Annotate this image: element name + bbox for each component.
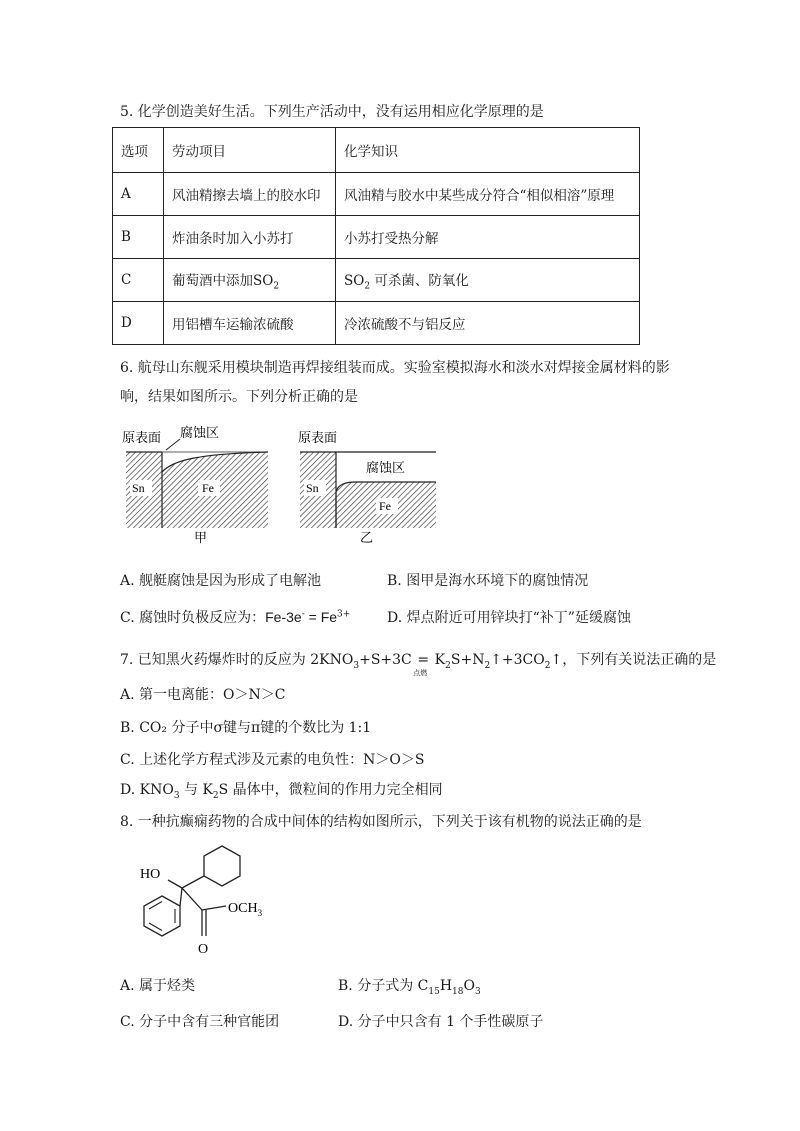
- table-header-row: [113, 128, 640, 173]
- stem-text: 7. 已知黑火药爆炸时的反应为 2KNO: [120, 652, 354, 668]
- subscript: 3: [474, 986, 481, 997]
- table-row: [113, 259, 640, 302]
- subscript: 2: [484, 660, 491, 671]
- cell-knowledge-formula: SO: [344, 272, 365, 289]
- reaction-arrow: [413, 652, 430, 677]
- methoxy-text: OCH: [228, 901, 258, 916]
- q8-stem: 8. 一种抗癫痫药物的合成中间体的结构如图所示，下列关于该有机物的说法正确的是: [120, 814, 642, 830]
- equals-sign: =: [417, 652, 430, 668]
- stem-text: ↑+3CO: [490, 652, 545, 668]
- cell-option: C: [113, 259, 164, 302]
- q7-option-c: C. 上述化学方程式涉及元素的电负性：N＞O＞S: [120, 752, 425, 768]
- figure-caption: 甲: [194, 531, 208, 544]
- cell-knowledge: [336, 259, 640, 302]
- col-header-task: 劳动项目: [164, 128, 336, 173]
- corrosion-label: 腐蚀区: [366, 461, 406, 476]
- stem-text: ↑，下列有关说法正确的是: [550, 652, 717, 668]
- cell-knowledge: 风油精与胶水中某些成分符合“相似相溶”原理: [336, 173, 640, 216]
- subscript: 2: [544, 660, 551, 671]
- option-text: C. 腐蚀时负极反应为：: [120, 610, 266, 626]
- hydroxyl-label: HO: [140, 867, 161, 882]
- q6-stem-line2: 响，结果如图所示。下列分析正确的是: [120, 389, 358, 405]
- surface-label: 原表面: [122, 431, 162, 446]
- option-text: S 晶体中，微粒间的作用力完全相同: [218, 782, 443, 798]
- superscript: -: [301, 609, 305, 620]
- stem-text: +S+3C: [359, 652, 412, 668]
- subscript: 2: [445, 660, 451, 671]
- q5-stem: 5. 化学创造美好生活。下列生产活动中，没有运用相应化学原理的是: [120, 104, 544, 120]
- fe-label: Fe: [202, 481, 214, 495]
- q6-option-a: A. 舰艇腐蚀是因为形成了电解池: [120, 573, 322, 589]
- q8-option-d: D. 分子中只含有 1 个手性碳原子: [338, 1014, 544, 1030]
- col-header-knowledge: 化学知识: [336, 128, 640, 173]
- q8-option-b: [338, 975, 481, 997]
- q6-stem-line1: 6. 航母山东舰采用模块制造再焊接组装而成。实验室模拟海水和淡水对焊接金属材料的影: [120, 360, 670, 376]
- cell-option: A: [113, 173, 164, 216]
- structure-formula: [118, 840, 288, 970]
- subscript: 3: [353, 660, 360, 671]
- subscript: 2: [212, 790, 219, 801]
- corrosion-label: 腐蚀区: [180, 426, 220, 441]
- methoxy-label: [228, 901, 263, 918]
- q5-table: [112, 127, 640, 345]
- q6-option-b: B. 图甲是海水环境下的腐蚀情况: [387, 573, 589, 589]
- cell-task: 用铝槽车运输浓硫酸: [164, 302, 336, 345]
- cell-knowledge: 小苏打受热分解: [336, 216, 640, 259]
- subscript: 18: [452, 986, 464, 997]
- q8-option-c: C. 分子中含有三种官能团: [120, 1014, 280, 1030]
- q7-option-b: B. CO₂ 分子中σ键与π键的个数比为 1:1: [120, 720, 372, 736]
- q6-option-d: D. 焊点附近可用锌块打“补丁”延缓腐蚀: [387, 610, 631, 626]
- option-text: 与 K: [179, 782, 213, 798]
- sn-label: Sn: [306, 481, 319, 495]
- cell-task: 炸油条时加入小苏打: [164, 216, 336, 259]
- cyclohexane-ring: [204, 846, 240, 886]
- option-text: D. KNO: [120, 782, 174, 798]
- superscript: 3+: [337, 609, 351, 620]
- q8-option-a: A. 属于烃类: [120, 978, 196, 994]
- equation: = Fe: [304, 609, 338, 625]
- subscript: 3: [173, 790, 180, 801]
- sn-label: Sn: [132, 481, 145, 495]
- cell-option: D: [113, 302, 164, 345]
- option-text: H: [439, 978, 453, 994]
- cell-option: B: [113, 216, 164, 259]
- cell-task: 风油精擦去墙上的胶水印: [164, 173, 336, 216]
- surface-label: 原表面: [298, 431, 338, 446]
- q7-stem: [120, 649, 717, 677]
- col-header-option: 选项: [113, 128, 164, 173]
- figure-jia: [118, 424, 278, 544]
- figure-yi: [296, 424, 456, 544]
- fe-label: Fe: [379, 499, 391, 513]
- carbonyl-oxygen-label: O: [198, 942, 209, 957]
- reaction-condition: 点燃: [413, 669, 428, 677]
- subscript: 3: [257, 908, 263, 918]
- subscript: 2: [364, 281, 371, 292]
- cell-task-text: 葡萄酒中添加SO: [172, 272, 274, 289]
- option-text: B. 分子式为 C: [338, 978, 429, 994]
- q7-option-a: A. 第一电离能：O＞N＞C: [120, 687, 286, 703]
- table-row: [113, 173, 640, 216]
- equation: Fe-3e: [265, 609, 302, 625]
- cell-knowledge: 冷浓硫酸不与铝反应: [336, 302, 640, 345]
- q6-option-c: [120, 607, 350, 627]
- figure-caption: 乙: [360, 531, 374, 544]
- stem-text: S+N: [450, 652, 485, 668]
- table-row: [113, 302, 640, 345]
- cell-task: [164, 259, 336, 302]
- option-text: O: [463, 978, 475, 994]
- q7-option-d: [120, 779, 443, 801]
- subscript: 2: [273, 281, 280, 292]
- stem-text: K: [434, 652, 446, 668]
- subscript: 15: [428, 986, 440, 997]
- cell-knowledge-text: 可杀菌、防氧化: [374, 272, 469, 289]
- table-row: [113, 216, 640, 259]
